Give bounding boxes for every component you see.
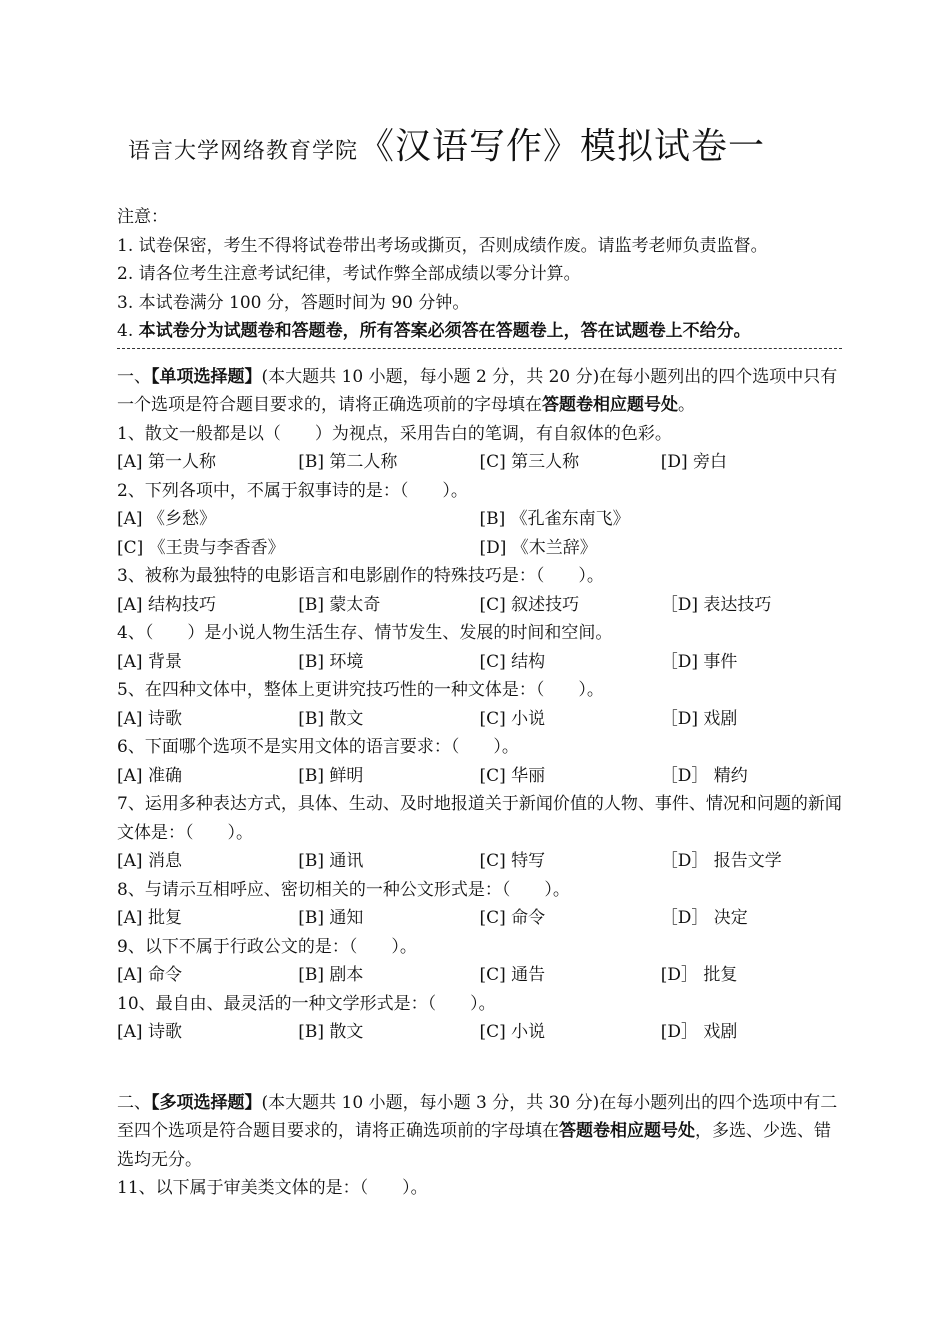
notice-heading: 注意： bbox=[117, 207, 168, 227]
option-c: [C] 第三人称 bbox=[479, 452, 580, 472]
option-d: ［D] 戏剧 bbox=[660, 708, 738, 729]
option-d: ［D] 事件 bbox=[660, 651, 738, 672]
question-11: 11、以下属于审美类文体的是：（ ）。 bbox=[117, 1178, 428, 1198]
section2-instructions bbox=[117, 1089, 842, 1175]
option-a: [A] 背景 bbox=[117, 651, 182, 672]
option-c: [C] 结构 bbox=[479, 651, 546, 672]
question-9-options bbox=[117, 961, 842, 990]
question-4: 4、（ ）是小说人物生活生存、情节发生、发展的时间和空间。 bbox=[117, 623, 613, 643]
page-title bbox=[128, 118, 765, 169]
option-c: [C] 通告 bbox=[479, 965, 546, 985]
question-4-options bbox=[117, 648, 842, 677]
option-a: [A] 第一人称 bbox=[117, 452, 216, 472]
option-c: [C] 命令 bbox=[479, 908, 546, 928]
section2-answer-place: 答题卷相应题号处 bbox=[559, 1121, 695, 1141]
option-d: [D］ 批复 bbox=[660, 965, 738, 985]
question-3: 3、被称为最独特的电影语言和电影剧作的特殊技巧是：（ ）。 bbox=[117, 566, 604, 586]
question-6-options bbox=[117, 762, 842, 791]
notice-item-4-prefix: 4. bbox=[117, 321, 139, 341]
option-a: [A] 诗歌 bbox=[117, 1022, 182, 1042]
option-b: [B] 蒙太奇 bbox=[298, 594, 381, 615]
section1-desc: (本大题共 10 小题，每小题 2 分，共 20 分)在每小题列出的四个选项中只有一个选项是符合题目要求的，请将正确选项前的字母填在 bbox=[117, 366, 838, 415]
notice-item-1: 1. 试卷保密，考生不得将试卷带出考场或撕页，否则成绩作废。请监考老师负责监督。 bbox=[117, 235, 768, 256]
section1-answer-place: 答题卷相应题号处 bbox=[542, 395, 678, 415]
section1-number: 一、 bbox=[117, 366, 151, 387]
section1-instructions bbox=[117, 363, 842, 420]
option-c: [C] 小说 bbox=[479, 708, 546, 729]
option-c: [C] 叙述技巧 bbox=[479, 594, 580, 615]
option-b: [B] 散文 bbox=[298, 708, 364, 729]
question-5-options bbox=[117, 705, 842, 734]
dashed-divider bbox=[117, 348, 842, 357]
option-b: [B] 通知 bbox=[298, 908, 364, 928]
section1-end: 。 bbox=[678, 395, 695, 415]
option-a: [A] 结构技巧 bbox=[117, 594, 216, 615]
section1-type: 【单项选择题】 bbox=[151, 366, 262, 387]
question-3-options bbox=[117, 591, 842, 620]
option-b: [B] 散文 bbox=[298, 1022, 364, 1042]
option-a: [A] 批复 bbox=[117, 908, 182, 928]
option-b: [B] 第二人称 bbox=[298, 452, 398, 472]
option-b: [B] 环境 bbox=[298, 651, 364, 672]
question-9: 9、以下不属于行政公文的是：（ ）。 bbox=[117, 936, 417, 957]
notice-item-4-bold: 本试卷分为试题卷和答题卷，所有答案必须答在答题卷上，答在试题卷上不给分。 bbox=[138, 321, 751, 341]
question-8-options bbox=[117, 904, 842, 933]
section2-type: 【多项选择题】 bbox=[151, 1092, 262, 1113]
notice-item-3: 3. 本试卷满分 100 分，答题时间为 90 分钟。 bbox=[117, 292, 470, 313]
option-a: [A] 《乡愁》 bbox=[117, 509, 216, 529]
option-c: [C] 《王贵与李香香》 bbox=[117, 537, 285, 558]
question-7: 7、运用多种表达方式，具体、生动、及时地报道关于新闻价值的人物、事件、情况和问题的新闻文体是：（ ）。 bbox=[117, 794, 842, 843]
exam-content bbox=[117, 203, 842, 1203]
option-c: [C] 小说 bbox=[479, 1022, 546, 1042]
option-b: [B] 通讯 bbox=[298, 851, 364, 871]
option-d: ［D］ 精约 bbox=[660, 765, 748, 786]
notice-item-2: 2. 请各位考生注意考试纪律，考试作弊全部成绩以零分计算。 bbox=[117, 264, 581, 284]
question-1: 1、散文一般都是以（ ）为视点，采用告白的笔调，有自叙体的色彩。 bbox=[117, 423, 672, 444]
option-d: [D] 旁白 bbox=[660, 452, 728, 472]
option-a: [A] 消息 bbox=[117, 851, 182, 871]
option-d: ［D］ 决定 bbox=[660, 908, 748, 928]
question-7-options bbox=[117, 847, 842, 876]
option-c: [C] 特写 bbox=[479, 851, 546, 871]
option-d: [D] 《木兰辞》 bbox=[479, 537, 597, 558]
question-5: 5、在四种文体中，整体上更讲究技巧性的一种文体是：（ ）。 bbox=[117, 680, 604, 700]
option-d: ［D］ 报告文学 bbox=[660, 851, 782, 871]
option-a: [A] 准确 bbox=[117, 765, 182, 786]
section-gap bbox=[117, 1047, 842, 1089]
title-institution: 语言大学网络教育学院 bbox=[128, 139, 359, 164]
option-d: ［D] 表达技巧 bbox=[660, 594, 772, 615]
question-2-options-row1 bbox=[117, 505, 842, 534]
option-a: [A] 诗歌 bbox=[117, 708, 182, 729]
option-a: [A] 命令 bbox=[117, 965, 182, 985]
question-1-options bbox=[117, 448, 842, 477]
section2-desc: (本大题共 10 小题，每小题 3 分，共 30 分)在每小题列出的四个选项中有二至四个选项是符合题目要求的，请将正确选项前的字母填在 bbox=[117, 1092, 838, 1141]
option-b: [B] 《孔雀东南飞》 bbox=[479, 509, 630, 529]
notice-item-4 bbox=[117, 317, 842, 346]
question-2-options-row2 bbox=[117, 534, 842, 563]
section2-number: 二、 bbox=[117, 1092, 151, 1113]
option-d: [D］ 戏剧 bbox=[660, 1022, 738, 1042]
question-10-options bbox=[117, 1018, 842, 1047]
question-2: 2、下列各项中，不属于叙事诗的是：（ ）。 bbox=[117, 480, 468, 501]
section2-end: ，多选、少选、错选均无分。 bbox=[117, 1121, 831, 1170]
question-6: 6、下面哪个选项不是实用文体的语言要求：（ ）。 bbox=[117, 737, 519, 757]
title-main: 《汉语写作》模拟试卷一 bbox=[358, 126, 766, 167]
option-b: [B] 鲜明 bbox=[298, 765, 364, 786]
option-c: [C] 华丽 bbox=[479, 765, 546, 786]
question-8: 8、与请示互相呼应、密切相关的一种公文形式是：（ ）。 bbox=[117, 879, 570, 900]
option-b: [B] 剧本 bbox=[298, 965, 364, 985]
question-10: 10、最自由、最灵活的一种文学形式是：（ ）。 bbox=[117, 993, 496, 1014]
